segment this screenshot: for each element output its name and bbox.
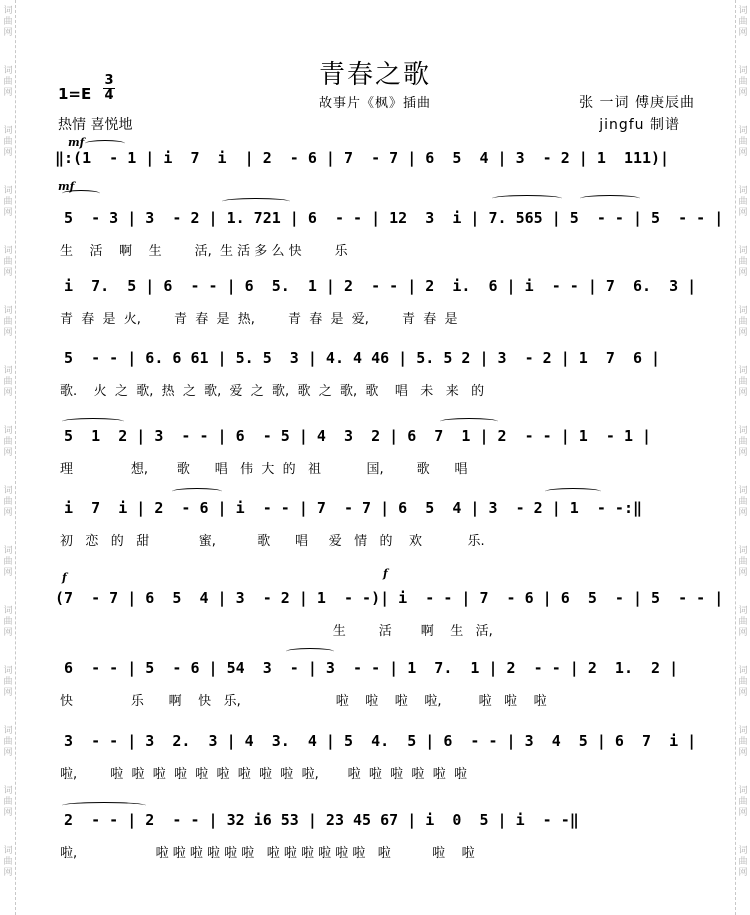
lyric-line: 生 活 啊 生 活, 生 活 多 么 快 乐 [60,244,348,259]
notation-line: 3 - - | 3 2. 3 | 4 3. 4 | 5 4. 5 | 6 - - | 3 4 5 | 6 7 i | [55,732,697,750]
tie-mark [286,648,334,655]
lyric-line: 理 想, 歌 唱 伟 大 的 祖 国, 歌 唱 [60,462,468,477]
song-subtitle: 故事片《枫》插曲 [318,96,431,111]
watermark-text: 词 曲 网 [3,846,13,878]
watermark-text: 词 曲 网 [3,366,13,398]
watermark-text: 词 曲 网 [3,606,13,638]
notation-line: ‖:(1 - 1 | i 7 i | 2 - 6 | 7 - 7 | 6 5 4 | 3 - 2 | 1 111)| [55,149,670,167]
notation-line: i 7 i | 2 - 6 | i - - | 7 - 7 | 6 5 4 | 3 - 2 | 1 - -:‖ [55,499,642,517]
watermark-text: 词 曲 网 [738,846,748,878]
watermark-text: 词 曲 网 [738,246,748,278]
watermark-text: 词 曲 网 [3,66,13,98]
lyric-line: 生 活 啊 生 活, [60,624,493,639]
notation-line: (7 - 7 | 6 5 4 | 3 - 2 | 1 - -)| i - - | 7 - 6 | 6 5 - | 5 - - | [55,589,724,607]
meter-top: 3 [104,73,114,88]
watermark-text: 词 曲 网 [738,666,748,698]
dynamic-f-1: f [62,571,67,584]
watermark-text: 词 曲 网 [3,246,13,278]
time-signature [103,74,115,103]
notation-line: 5 1 2 | 3 - - | 6 - 5 | 4 3 2 | 6 7 1 | 2 - - | 1 - 1 | [55,427,652,445]
notation-line: 5 - 3 | 3 - 2 | 1. 721 | 6 - - | 12 3 i | 7. 565 | 5 - - | 5 - - | [55,209,724,227]
lyric-line: 初 恋 的 甜 蜜, 歌 唱 爱 情 的 欢 乐. [60,534,485,549]
watermark-text: 词 曲 网 [738,726,748,758]
watermark-text: 词 曲 网 [738,186,748,218]
watermark-text: 词 曲 网 [3,186,13,218]
tie-mark [492,195,562,202]
watermark-text: 词 曲 网 [3,666,13,698]
watermark-text: 词 曲 网 [738,426,748,458]
dynamic-mf-1: mf [68,136,85,149]
lyricist-composer-credit: 张 一词 傅庚辰曲 [579,95,695,111]
watermark-text: 词 曲 网 [3,726,13,758]
watermark-text: 词 曲 网 [3,546,13,578]
watermark-text: 词 曲 网 [738,546,748,578]
watermark-text: 词 曲 网 [3,486,13,518]
key-signature: 1=E [58,85,92,103]
lyric-line: 啦, 啦 啦 啦 啦 啦 啦 啦 啦 啦 啦 啦 啦 啦 啦 啦 [60,846,475,861]
watermark-text: 词 曲 网 [738,6,748,38]
tie-mark [172,488,222,495]
notation-line: 6 - - | 5 - 6 | 54 3 - | 3 - - | 1 7. 1 | 2 - - | 2 1. 2 | [55,659,679,677]
watermark-text: 词 曲 网 [738,486,748,518]
meter-bottom: 4 [104,88,114,103]
notation-line: i 7. 5 | 6 - - | 6 5. 1 | 2 - - | 2 i. 6 | i - - | 7 6. 3 | [55,277,697,295]
tie-mark [545,488,601,495]
watermark-text: 词 曲 网 [3,426,13,458]
watermark-text: 词 曲 网 [738,786,748,818]
watermark-text: 词 曲 网 [738,606,748,638]
notation-line: 2 - - | 2 - - | 32 i6 53 | 23 45 67 | i 0 5 | i - -‖ [55,811,579,829]
lyric-line: 啦, 啦 啦 啦 啦 啦 啦 啦 啦 啦 啦, 啦 啦 啦 啦 啦 啦 [60,767,467,782]
watermark-text: 词 曲 网 [3,786,13,818]
tie-mark [580,195,640,202]
arranger-credit: jingfu 制谱 [599,117,680,133]
dynamic-mf-2: mf [58,180,75,193]
watermark-text: 词 曲 网 [738,306,748,338]
lyric-line: 快 乐 啊 快 乐, 啦 啦 啦 啦, 啦 啦 啦 [60,694,547,709]
watermark-text: 词 曲 网 [3,306,13,338]
tie-mark [62,190,100,197]
watermark-text: 词 曲 网 [3,126,13,158]
song-title: 青春之歌 [318,60,431,90]
watermark-text: 词 曲 网 [738,366,748,398]
watermark-text: 词 曲 网 [3,6,13,38]
tempo-marking: 热情 喜悦地 [58,117,133,133]
notation-line: 5 - - | 6. 6 61 | 5. 5 3 | 4. 4 46 | 5. 5 2 | 3 - 2 | 1 7 6 | [55,349,661,367]
watermark-text: 词 曲 网 [738,126,748,158]
lyric-line: 歌. 火 之 歌, 热 之 歌, 爱 之 歌, 歌 之 歌, 歌 唱 未 来 的 [60,384,485,399]
tie-mark [222,198,290,205]
lyric-line: 青 春 是 火, 青 春 是 热, 青 春 是 爱, 青 春 是 [60,312,458,327]
watermark-text: 词 曲 网 [738,66,748,98]
dynamic-f-2: f [383,567,388,580]
